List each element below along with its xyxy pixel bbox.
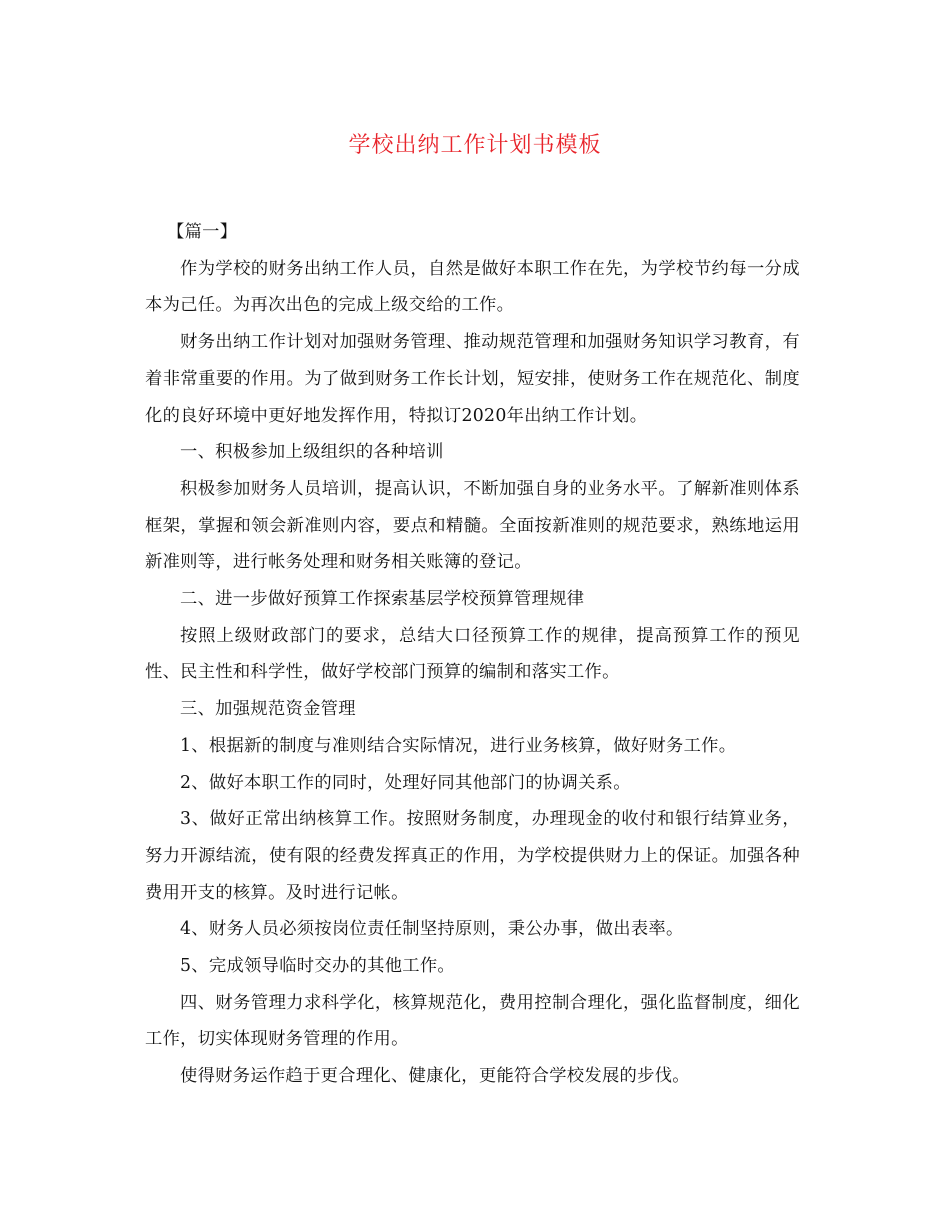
paragraph: 按照上级财政部门的要求，总结大口径预算工作的规律，提高预算工作的预见性、民主性和科学性，做好学校部门预算的编制和落实工作。 — [145, 625, 800, 683]
paragraph: 积极参加财务人员培训，提高认识，不断加强自身的业务水平。了解新准则体系框架，掌握和领会新准则内容，要点和精髓。全面按新准则的规范要求，熟练地运用新准则等，进行帐务处理和财务相关账簿的登记。 — [145, 478, 800, 573]
list-item: 3、做好正常出纳核算工作。按照财务制度，办理现金的收付和银行结算业务，努力开源结流，使有限的经费发挥真正的作用，为学校提供财力上的保证。加强各种费用开支的核算。及时进行记帐。 — [145, 809, 800, 903]
section-heading: 【篇一】 — [167, 222, 238, 242]
list-item: 1、根据新的制度与准则结合实际情况，进行业务核算，做好财务工作。 — [180, 735, 737, 756]
document-body — [145, 214, 800, 1095]
paragraph: 作为学校的财务出纳工作人员，自然是做好本职工作在先，为学校节约每一分成本为己任。为再次出色的完成上级交给的工作。 — [145, 258, 800, 316]
section-heading: 二、进一步做好预算工作探索基层学校预算管理规律 — [180, 589, 585, 610]
section-heading: 一、积极参加上级组织的各种培训 — [180, 442, 444, 463]
section-heading: 三、加强规范资金管理 — [180, 699, 356, 720]
paragraph: 使得财务运作趋于更合理化、健康化，更能符合学校发展的步伐。 — [180, 1066, 690, 1087]
list-item: 5、完成领导临时交办的其他工作。 — [180, 956, 456, 977]
list-item: 4、财务人员必须按岗位责任制坚持原则，秉公办事，做出表率。 — [180, 919, 684, 940]
document-title: 学校出纳工作计划书模板 — [348, 133, 602, 158]
list-item: 2、做好本职工作的同时，处理好同其他部门的协调关系。 — [180, 772, 631, 793]
section-heading: 四、财务管理力求科学化，核算规范化，费用控制合理化，强化监督制度，细化工作，切实体现财务管理的作用。 — [145, 992, 800, 1050]
paragraph: 财务出纳工作计划对加强财务管理、推动规范管理和加强财务知识学习教育，有着非常重要的作用。为了做到财务工作长计划，短安排，使财务工作在规范化、制度化的良好环境中更好地发挥作用，特拟订2020年出纳工作计划。 — [145, 332, 800, 426]
